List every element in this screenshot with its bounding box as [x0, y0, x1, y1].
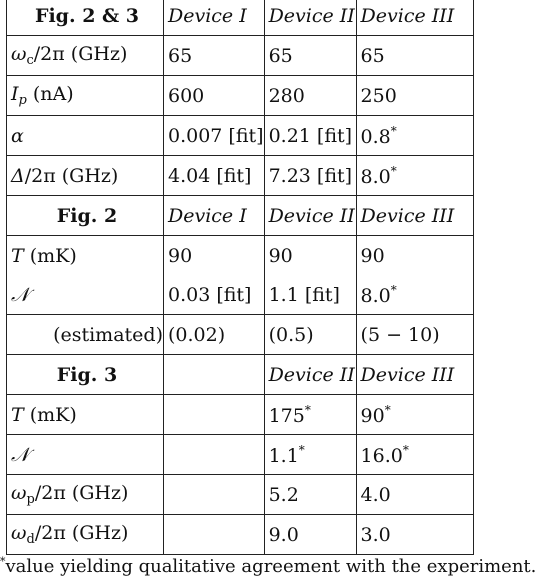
parameter-label: [7, 435, 164, 475]
table-cell: (5 − 10): [356, 315, 473, 355]
table-cell: 7.23 [fit]: [264, 156, 356, 196]
footnote-mark: *: [0, 555, 6, 568]
parameter-label: [7, 236, 164, 276]
parameter-subscript: p: [26, 492, 35, 507]
table-cell: 250: [356, 76, 473, 116]
device-column-header: Device III: [356, 355, 473, 395]
device-column-header: [163, 355, 264, 395]
parameter-unit: /2π (GHz): [33, 43, 128, 65]
table-row: [7, 236, 474, 276]
table-cell: (0.5): [264, 315, 356, 355]
parameter-symbol: 𝒩: [11, 283, 30, 306]
table-row: [7, 475, 474, 515]
cell-value: 90: [360, 404, 385, 427]
device-column-header: Device I: [163, 196, 264, 236]
section-header-row: [7, 0, 474, 36]
table-cell: [264, 395, 356, 435]
table-cell: 1.1 [fit]: [264, 275, 356, 315]
table-cell: [356, 116, 473, 156]
table-row: [7, 76, 474, 116]
table-cell: [356, 435, 473, 475]
device-column-header: Device II: [264, 355, 356, 395]
cell-value: 1.1: [268, 444, 299, 467]
parameter-subscript: c: [26, 53, 34, 68]
section-title: Fig. 2: [7, 196, 164, 236]
device-column-header: Device II: [264, 0, 356, 36]
section-title: Fig. 2 & 3: [7, 0, 164, 36]
parameter-label: [7, 156, 164, 196]
parameter-symbol: Δ: [11, 164, 25, 187]
cell-value: 8.0: [360, 284, 391, 307]
table-cell: [264, 435, 356, 475]
parameter-unit: /2π (GHz): [34, 522, 129, 544]
parameter-label: [7, 515, 164, 555]
parameter-symbol: T: [11, 244, 24, 267]
table-row: [7, 515, 474, 555]
parameter-subscript: d: [26, 532, 35, 547]
cell-footnote-mark: *: [304, 402, 311, 417]
parameter-symbol: 𝒩: [11, 443, 30, 466]
table-cell: 280: [264, 76, 356, 116]
cell-footnote-mark: *: [390, 123, 397, 138]
parameter-label: [7, 36, 164, 76]
parameters-table-body: [7, 0, 474, 555]
parameter-label: [7, 275, 164, 315]
table-cell: 90: [356, 236, 473, 276]
table-cell: 5.2: [264, 475, 356, 515]
table-cell: (0.02): [163, 315, 264, 355]
cell-value: 175: [268, 404, 305, 427]
parameter-label: [7, 76, 164, 116]
table-cell: 4.0: [356, 475, 473, 515]
parameter-unit: (estimated): [53, 323, 163, 346]
table-cell: 90: [264, 236, 356, 276]
table-cell: 90: [163, 236, 264, 276]
parameter-symbol: α: [11, 124, 24, 147]
footnote-text: value yielding qualitative agreement with the experiment.: [5, 556, 536, 577]
table-cell: 0.03 [fit]: [163, 275, 264, 315]
table-cell: [163, 475, 264, 515]
cell-footnote-mark: *: [298, 442, 305, 457]
table-cell: 65: [356, 36, 473, 76]
table-cell: 0.21 [fit]: [264, 116, 356, 156]
table-row: [7, 156, 474, 196]
table-cell: [356, 156, 473, 196]
table-cell: [163, 395, 264, 435]
table-cell: 0.007 [fit]: [163, 116, 264, 156]
section-header-row: [7, 355, 474, 395]
table-cell: 3.0: [356, 515, 473, 555]
parameter-unit: (mK): [23, 244, 77, 267]
cell-footnote-mark: *: [402, 442, 409, 457]
parameter-symbol: T: [11, 403, 24, 426]
parameter-label: [7, 315, 164, 355]
table-cell: [163, 515, 264, 555]
table-row: [7, 116, 474, 156]
parameter-label: [7, 116, 164, 156]
table-cell: [356, 395, 473, 435]
table-cell: 4.04 [fit]: [163, 156, 264, 196]
table-row: [7, 395, 474, 435]
parameters-table: [6, 0, 474, 555]
device-column-header: Device II: [264, 196, 356, 236]
parameter-unit: /2π (GHz): [34, 482, 129, 504]
table-cell: [356, 275, 473, 315]
parameter-unit: (nA): [26, 83, 74, 105]
parameter-label: [7, 395, 164, 435]
cell-value: 8.0: [360, 165, 391, 188]
cell-value: 0.8: [360, 125, 391, 148]
table-cell: [163, 435, 264, 475]
parameter-symbol: ω: [11, 43, 27, 65]
table-cell: 9.0: [264, 515, 356, 555]
table-row: [7, 435, 474, 475]
cell-value: 16.0: [360, 444, 403, 467]
table-row: [7, 36, 474, 76]
table-row: [7, 315, 474, 355]
section-title: Fig. 3: [7, 355, 164, 395]
parameter-label: [7, 475, 164, 515]
parameter-unit: (mK): [23, 403, 77, 426]
parameter-symbol: ω: [11, 522, 27, 544]
section-header-row: [7, 196, 474, 236]
device-column-header: Device I: [163, 0, 264, 36]
device-column-header: Device III: [356, 0, 473, 36]
cell-footnote-mark: *: [390, 282, 397, 297]
table-row: [7, 275, 474, 315]
table-cell: 65: [163, 36, 264, 76]
parameter-subscript: p: [18, 93, 27, 108]
parameter-symbol: ω: [11, 482, 27, 504]
parameter-symbol: I: [11, 83, 19, 105]
device-column-header: Device III: [356, 196, 473, 236]
cell-footnote-mark: *: [390, 163, 397, 178]
cell-footnote-mark: *: [384, 402, 391, 417]
table-cell: 600: [163, 76, 264, 116]
table-cell: 65: [264, 36, 356, 76]
footnote: [0, 555, 536, 577]
parameter-unit: /2π (GHz): [24, 164, 119, 187]
